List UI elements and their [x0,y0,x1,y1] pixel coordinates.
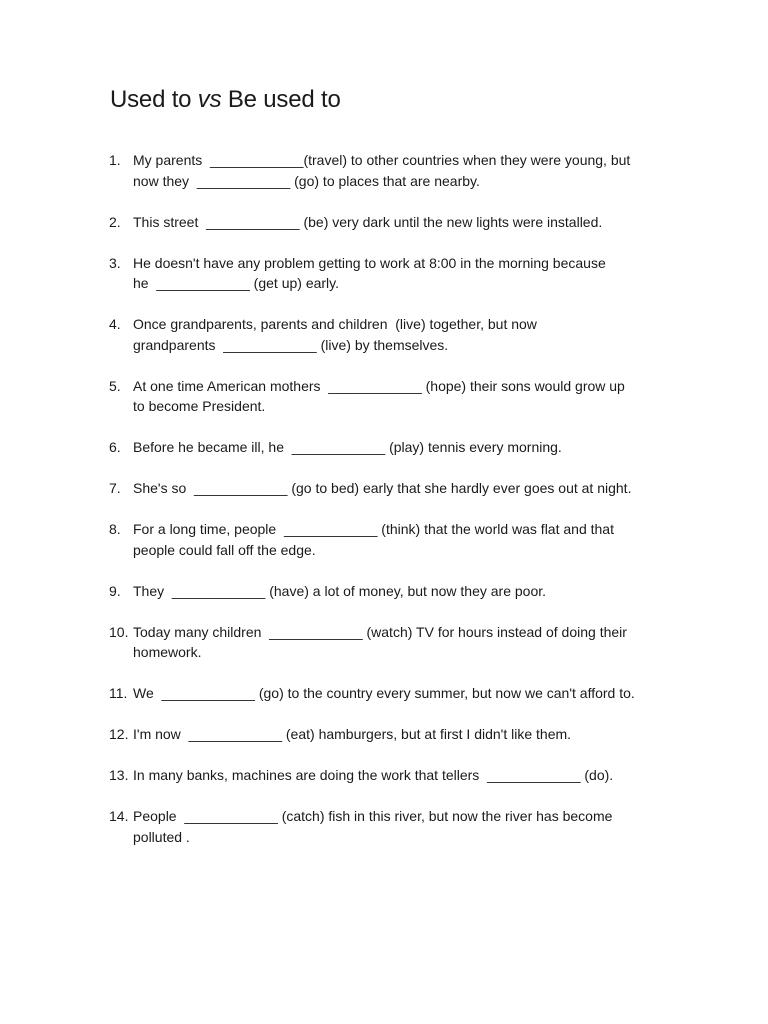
item-text: She's so ____________ (go to bed) early that she hardly ever goes out at night. [133,480,632,496]
item-text: I'm now ____________ (eat) hamburgers, but at first I didn't like them. [133,726,572,742]
exercise-item-9 [109,581,669,602]
exercise-item-1 [109,150,669,191]
exercise-item-6 [109,437,669,458]
exercise-item-7 [109,478,669,499]
exercise-item-10 [109,622,669,663]
item-number: 1. [109,152,121,168]
item-number: 7. [109,480,121,496]
title-part-vs: vs [197,86,222,113]
exercise-item-3 [109,253,669,294]
item-number: 5. [109,377,121,394]
item-text: My parents ____________(travel) to other countries when they were young, but now they ____________ (go) to places that are nearby. [133,152,631,189]
title-part-be-used-to: Be used to [221,86,341,113]
exercise-item-4 [109,314,669,355]
item-number: 9. [109,582,121,599]
item-number: 6. [109,439,121,455]
exercise-item-12 [109,724,669,745]
item-number: 10. [109,623,129,640]
item-number: 3. [109,254,121,271]
item-text: For a long time, people ____________ (think) that the world was flat and that people could fall off the edge. [133,521,614,558]
item-text: This street ____________ (be) very dark until the new lights were installed. [133,213,603,230]
item-text: At one time American mothers ____________ (hope) their sons would grow up to become President. [133,377,625,414]
item-text: They ____________ (have) a lot of money, but now they are poor. [133,582,547,599]
item-number: 11. [109,685,128,701]
item-number: 2. [109,213,121,230]
item-text: Today many children ____________ (watch) TV for hours instead of doing their homework. [133,623,627,660]
item-text: Once grandparents, parents and children (live) together, but now grandparents ____________ (live) by themselves. [133,316,537,353]
exercise-item-14 [109,806,669,847]
exercise-item-2 [109,212,669,233]
item-number: 12. [109,726,129,742]
item-text: People ____________ (catch) fish in this river, but now the river has become polluted . [133,808,613,845]
item-text: In many banks, machines are doing the work that tellers ____________ (do). [133,767,614,783]
title-part-used-to: Used to [110,86,198,113]
exercise-item-8 [109,519,669,560]
exercise-item-11 [109,683,669,704]
item-number: 13. [109,767,129,783]
item-number: 8. [109,521,121,537]
item-text: We ____________ (go) to the country every summer, but now we can't afford to. [133,685,635,701]
page-title [110,86,341,114]
item-number: 14. [109,808,129,824]
exercise-item-5 [109,376,669,417]
exercise-item-13 [109,765,669,786]
item-text: Before he became ill, he ____________ (play) tennis every morning. [133,439,562,455]
item-number: 4. [109,316,121,332]
exercise-list [109,150,669,868]
item-text: He doesn't have any problem getting to work at 8:00 in the morning because he ____________ (get up) early. [133,254,606,291]
